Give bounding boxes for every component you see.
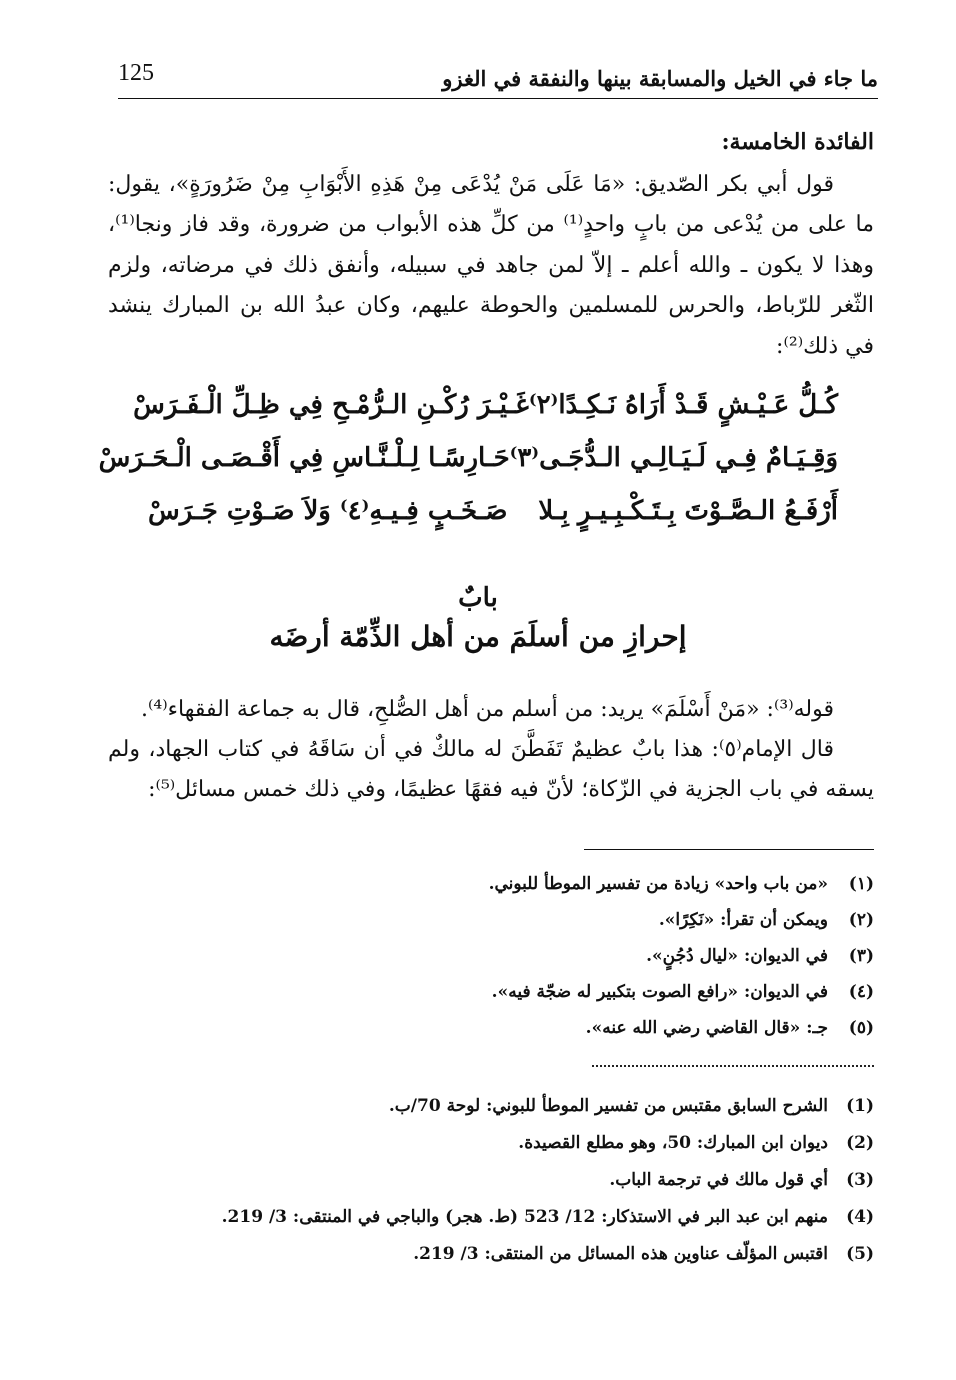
verse-second-hemistich: صَـخَـبٍ فِـيـهِ⁽٤⁾ وَلاَ صَـوْتِ جَـرَسْ [148, 495, 508, 526]
footnote-text: أي قول مالك في ترجمة الباب. [609, 1169, 828, 1190]
footnote-number: (3) [846, 1169, 874, 1190]
footnote-number: (٤) [848, 982, 874, 1002]
footnote-text: ديوان ابن المبارك: 50، وهو مطلع القصيدة. [518, 1132, 828, 1153]
footnote-separator [584, 849, 874, 850]
section-title: الفائدة الخامسة: [721, 129, 874, 155]
manuscript-footnotes [108, 866, 874, 1046]
footnote [108, 1087, 874, 1124]
footnote [108, 1198, 874, 1235]
footnote-number: (١) [848, 874, 874, 894]
body-paragraph: قوله⁽³⁾: «مَنْ أَسْلَمَ» يريد: من أسلم من أهل الصُّلحِ، قال به جماعة الفقهاء⁽⁴⁾. [141, 697, 834, 722]
chapter-kind: بابٌ [458, 583, 498, 613]
footnote-text: في الديوان: «رافع الصوت بتكبير له ضجّة فيه». [491, 982, 828, 1002]
chapter-body [108, 690, 874, 810]
footnote [108, 902, 874, 938]
poem [98, 378, 838, 537]
footnote-text: جـ: «قال القاضي رضي الله عنه». [585, 1018, 828, 1038]
body-paragraph: قال الإمام⁽٥⁾: هذا بابٌ عظيمٌ تَفَطَّنَ له مالكٌ في أن سَاقَهُ في كتاب الجهاد، ولم يسقه في باب الجزية في الزّكاة؛ لأنّ فيه فقهًا عظيمًا، وفي ذلك خمس مسائل⁽⁵⁾: [108, 737, 874, 802]
editor-footnotes [108, 1087, 874, 1272]
footnote-number: (٣) [848, 946, 874, 966]
footnote-text: ويمكن أن تقرأ: «نَكِرًا». [658, 910, 828, 930]
footnote-number: (4) [846, 1206, 874, 1227]
page-header [118, 58, 878, 99]
footnote-number: (٢) [848, 910, 874, 930]
footnote [108, 1010, 874, 1046]
footnote-text: اقتبس المؤلّف عناوين هذه المسائل من المنتقى: 3/ 219. [413, 1243, 828, 1264]
footnote [108, 974, 874, 1010]
verse-first-hemistich: وَقِـيَـامٌ فِـي لَـيَـالِـي الـدُّجَـى⁽٣⁾ [509, 442, 838, 473]
footnote [108, 1235, 874, 1272]
section-paragraph: قول أبي بكر الصّديق: «مَا عَلَى مَنْ يُدْعَى مِنْ هَذِهِ الأَبْوَابِ مِنْ ضَرُورَةٍ»، يقول: ما على من يُدْعى من بابٍ واحدٍ⁽¹⁾ من كلِّ هذه الأبواب من ضرورة، وقد فاز ونجا⁽¹⁾، وهذا لا يكون ـ والله أعلم ـ إلاّ لمن جاهد في سبيله، وأنفق ذلك في مرضاته، ولزم الثّغر للرّباط، والحرس للمسلمين والحوطة عليهم، وكان عبدُ الله بن المبارك ينشد في ذلك⁽²⁾: [108, 171, 875, 359]
footnote [108, 1124, 874, 1161]
footnote [108, 866, 874, 902]
footnote-text: الشرح السابق مقتبس من تفسير الموطأ للبوني: لوحة 70/ب. [388, 1095, 828, 1116]
footnote-text: «من باب واحد» زيادة من تفسير الموطأ للبوني. [488, 874, 828, 894]
footnote-number: (5) [846, 1243, 874, 1264]
footnote-number: (2) [846, 1132, 874, 1153]
verse-second-hemistich: حَـارِسًـا لِـلْـنَّـاسِ فِي أَقْـصَـى الْـحَـرَسْ [98, 442, 510, 473]
footnote [108, 1161, 874, 1198]
verse-first-hemistich: كُـلُّ عَـيْـشٍ قَـدْ أَرَاهُ نَـكِـدًا⁽٢⁾ [528, 389, 838, 420]
chapter-title: إحرازِ من أسلَمَ من أهل الذِّمّة أرضَه [269, 620, 687, 653]
chapter-heading [0, 580, 956, 658]
page-number: 125 [118, 60, 154, 86]
footnote-text: في الديوان: «ليال دُجُنٍ». [646, 946, 828, 966]
section-block [108, 122, 874, 367]
footnote-text: منهم ابن عبد البر في الاستذكار: 12/ 523 (ط. هجر) والباجي في المنتقى: 3/ 219. [221, 1206, 828, 1227]
poem-verse [148, 484, 838, 537]
footnote [108, 938, 874, 974]
verse-first-hemistich: أَرْفَـعُ الـصَّـوْتَ بِـتَـكْـبِـيـرٍ بِـلا [538, 495, 838, 526]
dotted-separator [592, 1065, 874, 1067]
footnote-number: (٥) [848, 1018, 874, 1038]
running-title: ما جاء في الخيل والمسابقة بينها والنفقة في الغزو [442, 66, 878, 91]
poem-verse [98, 431, 838, 484]
poem-verse [133, 378, 838, 431]
verse-second-hemistich: غَـيْـرَ رُكْـنِ الـرُّمْـحِ فِي ظِـلِّ الْـفَـرَسْ [133, 389, 529, 420]
footnote-number: (1) [846, 1095, 874, 1116]
